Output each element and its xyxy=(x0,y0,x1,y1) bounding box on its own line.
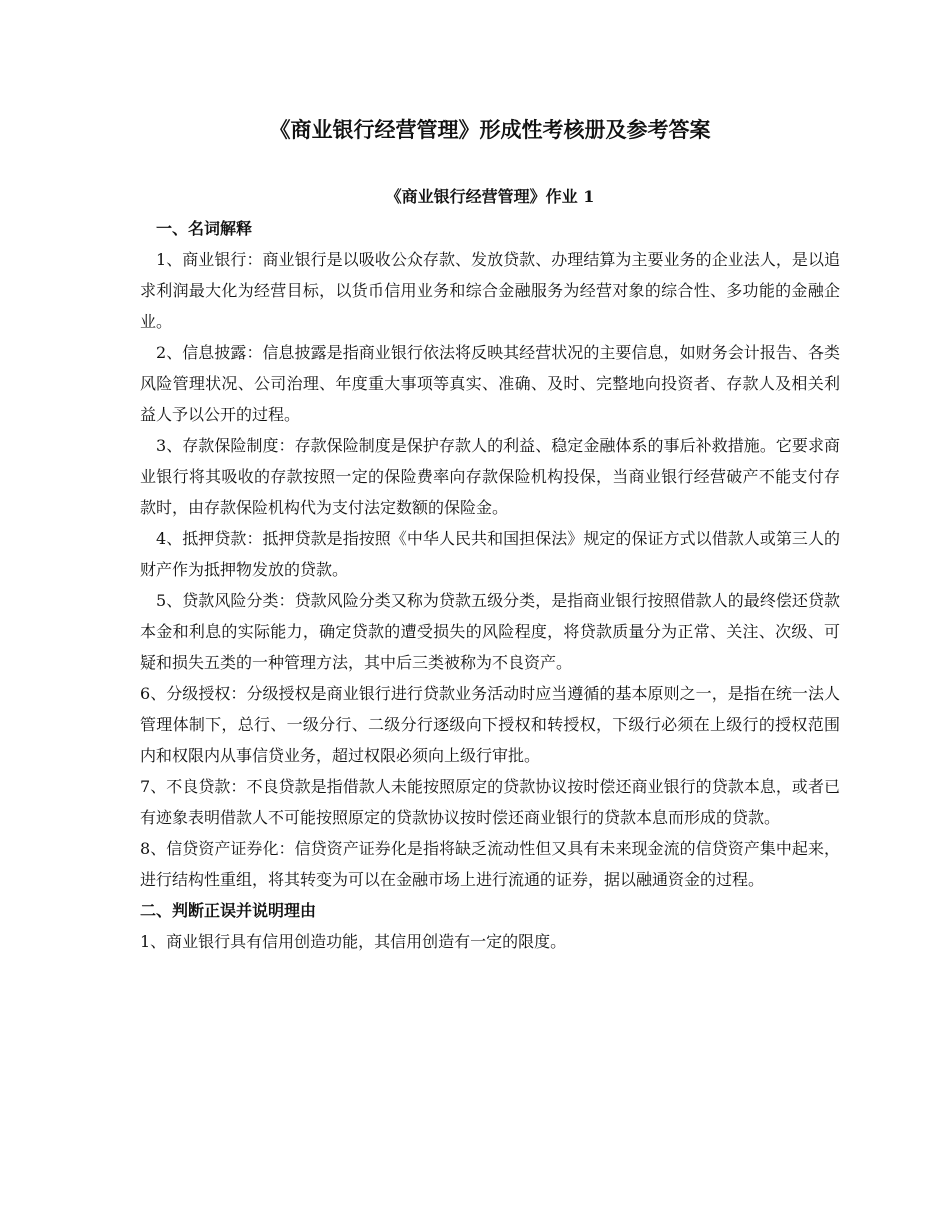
definition-item: 8、信贷资产证券化：信贷资产证券化是指将缺乏流动性但又具有未来现金流的信贷资产集中起来，进行结构性重组，将其转变为可以在金融市场上进行流通的证券，据以融通资金的过程。 xyxy=(140,839,840,889)
definition-item: 6、分级授权：分级授权是商业银行进行贷款业务活动时应当遵循的基本原则之一，是指在统一法人管理体制下，总行、一级分行、二级分行逐级向下授权和转授权，下级行必须在上级行的授权范围内和权限内从事信贷业务，超过权限必须向上级行审批。 xyxy=(140,684,840,765)
definition-item: 3、存款保险制度：存款保险制度是保护存款人的利益、稳定金融体系的事后补救措施。它要求商业银行将其吸收的存款按照一定的保险费率向存款保险机构投保，当商业银行经营破产不能支付存款时，由存款保险机构代为支付法定数额的保险金。 xyxy=(140,436,840,517)
definition-item: 2、信息披露：信息披露是指商业银行依法将反映其经营状况的主要信息，如财务会计报告、各类风险管理状况、公司治理、年度重大事项等真实、准确、及时、完整地向投资者、存款人及相关利益人予以公开的过程。 xyxy=(140,343,840,424)
section-heading-true-false: 二、判断正误并说明理由 xyxy=(140,901,317,920)
document-title: 《商业银行经营管理》形成性考核册及参考答案 xyxy=(269,117,711,142)
definition-item: 5、贷款风险分类：贷款风险分类又称为贷款五级分类，是指商业银行按照借款人的最终偿还贷款本金和利息的实际能力，确定贷款的遭受损失的风险程度，将贷款质量分为正常、关注、次级、可疑和损失五类的一种管理方法，其中后三类被称为不良资产。 xyxy=(140,591,840,672)
section-heading-definitions: 一、名词解释 xyxy=(156,219,253,238)
assignment-subtitle: 《商业银行经营管理》作业 1 xyxy=(385,187,595,206)
document-body xyxy=(140,213,840,957)
definition-item: 4、抵押贷款：抵押贷款是指按照《中华人民共和国担保法》规定的保证方式以借款人或第三人的财产作为抵押物发放的贷款。 xyxy=(140,529,840,579)
definition-item: 7、不良贷款：不良贷款是指借款人未能按照原定的贷款协议按时偿还商业银行的贷款本息，或者已有迹象表明借款人不可能按照原定的贷款协议按时偿还商业银行的贷款本息而形成的贷款。 xyxy=(140,777,840,827)
definition-item: 1、商业银行：商业银行是以吸收公众存款、发放贷款、办理结算为主要业务的企业法人，是以追求利润最大化为经营目标，以货币信用业务和综合金融服务为经营对象的综合性、多功能的金融企业。 xyxy=(140,250,840,331)
question-item: 1、商业银行具有信用创造功能，其信用创造有一定的限度。 xyxy=(140,932,567,951)
